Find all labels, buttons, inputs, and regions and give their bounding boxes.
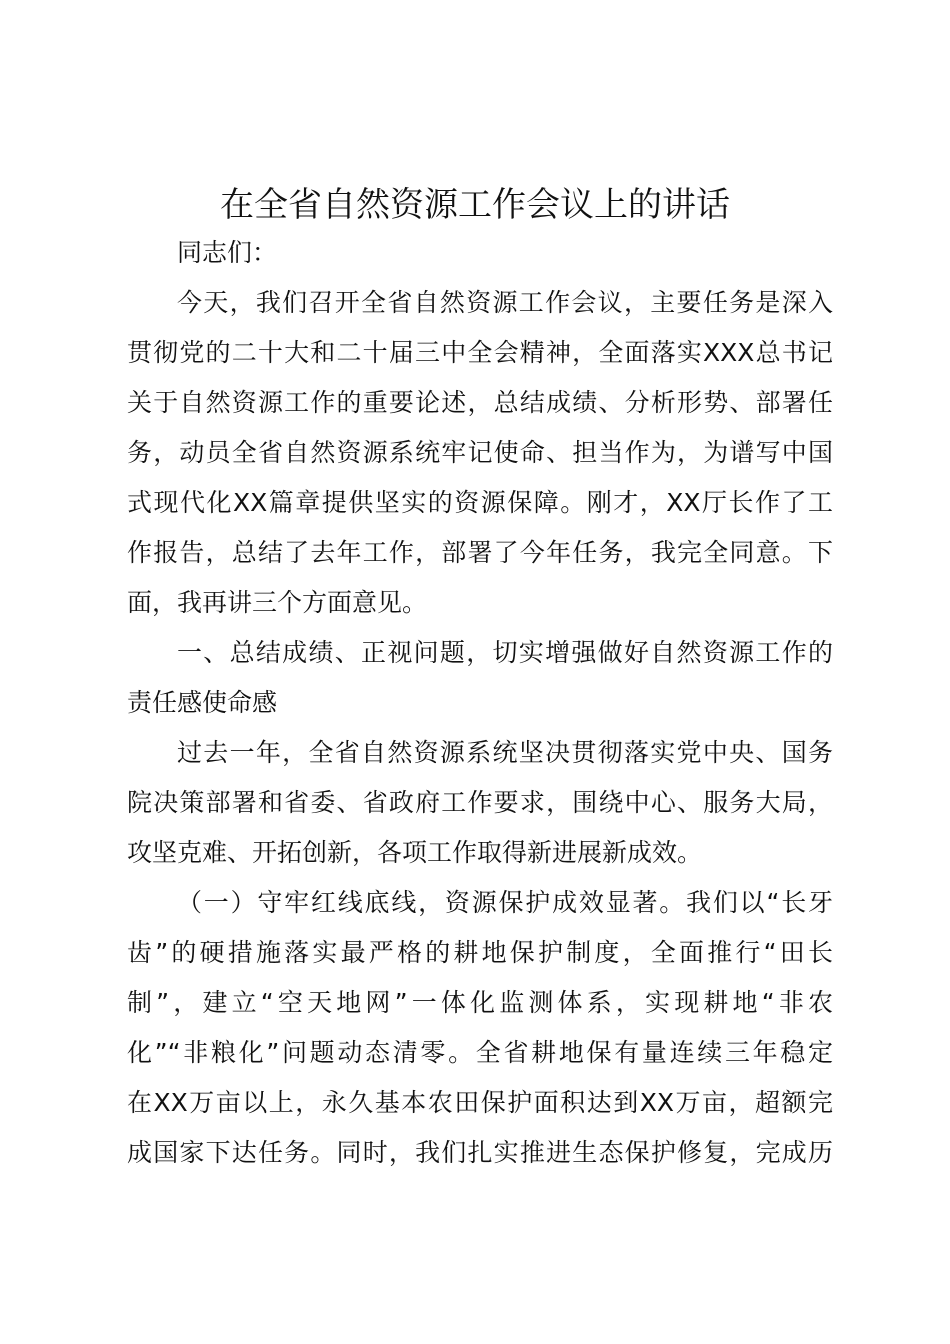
paragraph-line: 化”“非粮化”问题动态清零。全省耕地保有量连续三年稳定: [127, 1038, 833, 1067]
paragraph-line: 式现代化XX篇章提供坚实的资源保障。刚才，XX厅长作了工: [127, 488, 833, 517]
paragraph-line: 制”，建立“空天地网”一体化监测体系，实现耕地“非农: [127, 988, 833, 1017]
document-body: [127, 228, 833, 1178]
paragraph-line: 在XX万亩以上，永久基本农田保护面积达到XX万亩，超额完: [127, 1088, 833, 1117]
paragraph-line: （一）守牢红线底线，资源保护成效显著。我们以“长牙: [177, 888, 833, 917]
paragraph-line: 成国家下达任务。同时，我们扎实推进生态保护修复，完成历: [127, 1138, 833, 1167]
paragraph-line: 齿”的硬措施落实最严格的耕地保护制度，全面推行“田长: [127, 938, 833, 967]
paragraph-line: 关于自然资源工作的重要论述，总结成绩、分析形势、部署任: [127, 388, 833, 417]
paragraph-line: 务，动员全省自然资源系统牢记使命、担当作为，为谱写中国: [127, 438, 833, 467]
paragraph-line: 今天，我们召开全省自然资源工作会议，主要任务是深入: [177, 288, 833, 317]
paragraph-line: 贯彻党的二十大和二十届三中全会精神，全面落实XXX总书记: [127, 338, 833, 367]
paragraph-line: 院决策部署和省委、省政府工作要求，围绕中心、服务大局，: [127, 788, 833, 817]
paragraph-line: 作报告，总结了去年工作，部署了今年任务，我完全同意。下: [127, 538, 833, 567]
document-title: 在全省自然资源工作会议上的讲话: [220, 185, 730, 225]
paragraph-line: 面，我再讲三个方面意见。: [127, 588, 428, 617]
section-heading-line: 责任感使命感: [127, 688, 278, 717]
salutation-line: 同志们：: [177, 238, 278, 267]
section-heading-line: 一、总结成绩、正视问题，切实增强做好自然资源工作的: [177, 638, 833, 667]
paragraph-line: 过去一年，全省自然资源系统坚决贯彻落实党中央、国务: [177, 738, 833, 767]
paragraph-line: 攻坚克难、开拓创新，各项工作取得新进展新成效。: [127, 838, 703, 867]
